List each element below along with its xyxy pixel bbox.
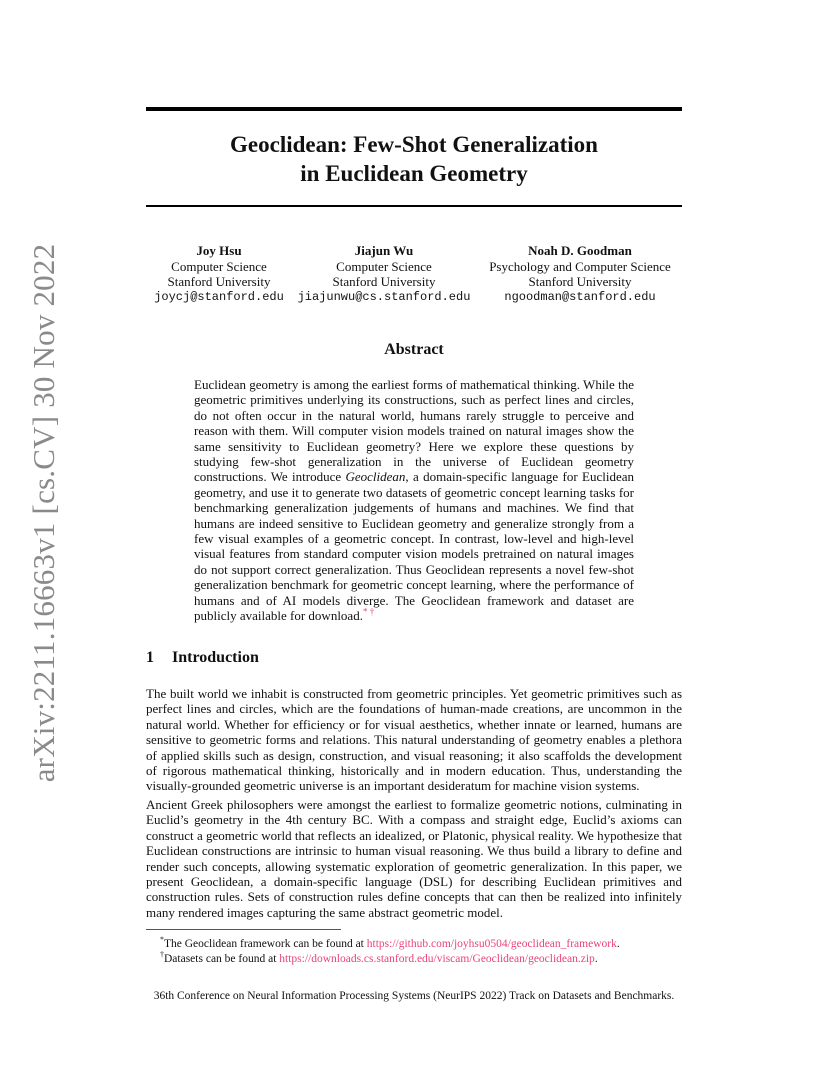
author-email[interactable]: jiajunwu@cs.stanford.edu	[297, 289, 471, 304]
footnote-text: Datasets can be found at	[164, 952, 280, 965]
author-affiliation: Stanford University	[332, 274, 436, 289]
intro-paragraph-2: Ancient Greek philosophers were amongst the earliest to formalize geometric notions, culminating in Euclid’s geometry in the 4th century BC. With a compass and straight edge, Euclid’s axioms can construct a geometric world that reflects an idealized, or Platonic, physical reality. We hypothesize that Euclidean constructions are intrinsic to human visual reasoning. We thus build a library to define and render such concepts, allowing systematic exploration of geometric generalization. In this paper, we present Geoclidean, a domain-specific language (DSL) for describing Euclidean primitives and construction rules. Sets of construction rules define concepts that can then be realized into infinitely many rendered images capturing the same abstract geometric model.	[146, 797, 682, 920]
author-email[interactable]: joycj@stanford.edu	[154, 289, 284, 304]
title-line-1: Geoclidean: Few-Shot Generalization	[230, 132, 598, 157]
footnote-link[interactable]: https://github.com/joyhsu0504/geoclidean_framework	[366, 937, 617, 950]
arxiv-id: arXiv:2211.16663v1 [cs.CV] 30 Nov 2022	[26, 243, 61, 783]
author-email[interactable]: ngoodman@stanford.edu	[504, 289, 656, 304]
section-number: 1	[146, 649, 154, 666]
author-department: Computer Science	[336, 258, 432, 274]
conference-note: 36th Conference on Neural Information Processing Systems (NeurIPS 2022) Track on Datasets and Benchmarks.	[153, 990, 675, 1002]
author-block	[296, 243, 472, 305]
footnote-link[interactable]: https://downloads.cs.stanford.edu/viscam/Geoclidean/geoclidean.zip	[279, 952, 595, 965]
author-affiliation: Stanford University	[528, 274, 632, 289]
title-line-2: in Euclidean Geometry	[300, 161, 528, 186]
abstract-text-2: , a domain-specific language for Euclidean geometry, and use it to generate two datasets of geometric concept learning tasks for benchmarking generalization judgements of humans and machines. We find that humans are indeed sensitive to Euclidean geometry and generalize strongly from a few visual examples of a geometric concept. In contrast, low-level and high-level visual features from standard computer vision models pretrained on natural images do not support correct generalization. Thus Geoclidean represents a novel few-shot generalization benchmark for geometric concept learning, where the performance of humans and of AI models diverge. The Geoclidean framework and dataset are publicly available for download.	[194, 469, 634, 624]
footnote-text: The Geoclidean framework can be found at	[164, 937, 367, 950]
author-block	[146, 243, 292, 305]
footnote-mark: †	[160, 950, 164, 959]
author-department: Psychology and Computer Science	[489, 258, 671, 274]
abstract-text-1: Euclidean geometry is among the earliest forms of mathematical thinking. While the geometric primitives underlying its constructions, such as perfect lines and circles, do not often occur in the natural world, humans rarely struggle to perceive and reason with them. Will computer vision models trained on natural images show the same sensitivity to Euclidean geometry? Here we explore these questions by studying few-shot generalization in the universe of Euclidean geometry constructions. We introduce	[194, 377, 634, 485]
author-name: Noah D. Goodman	[528, 243, 632, 258]
abstract-body	[194, 377, 634, 624]
footnote-marks[interactable]: * †	[362, 606, 375, 617]
footnote-rule	[146, 929, 341, 930]
title-bottom-rule	[146, 205, 682, 207]
footnote-end: .	[616, 937, 620, 950]
section-title: Introduction	[172, 649, 259, 666]
author-name: Jiajun Wu	[354, 243, 414, 258]
footnote	[160, 948, 598, 966]
author-name: Joy Hsu	[196, 243, 242, 258]
abstract-heading: Abstract	[384, 341, 444, 358]
section-heading	[146, 649, 259, 667]
author-affiliation: Stanford University	[167, 274, 271, 289]
footnote-mark: *	[160, 935, 164, 944]
abstract-emphasis: Geoclidean	[345, 469, 406, 485]
paper-title	[146, 130, 682, 188]
title-top-rule	[146, 107, 682, 111]
footnote-end: .	[594, 952, 598, 965]
arxiv-watermark	[20, 243, 68, 783]
author-block	[478, 243, 682, 305]
author-department: Computer Science	[171, 258, 267, 274]
intro-paragraph-1: The built world we inhabit is constructed from geometric principles. Yet geometric primitives such as perfect lines and circles, which are the foundations of human-made creations, are uncommon in the natural world. Whether for efficiency or for visual aesthetics, whether innate or learned, humans are sensitive to geometric forms and relations. This natural understanding of geometry enables a plethora of applied skills such as design, construction, and visual reasoning; it also scaffolds the development of rigorous mathematical thinking, historically and in modern education. Thus, understanding the visually-grounded geometric universe is an important desideratum for machine vision systems.	[146, 686, 682, 794]
